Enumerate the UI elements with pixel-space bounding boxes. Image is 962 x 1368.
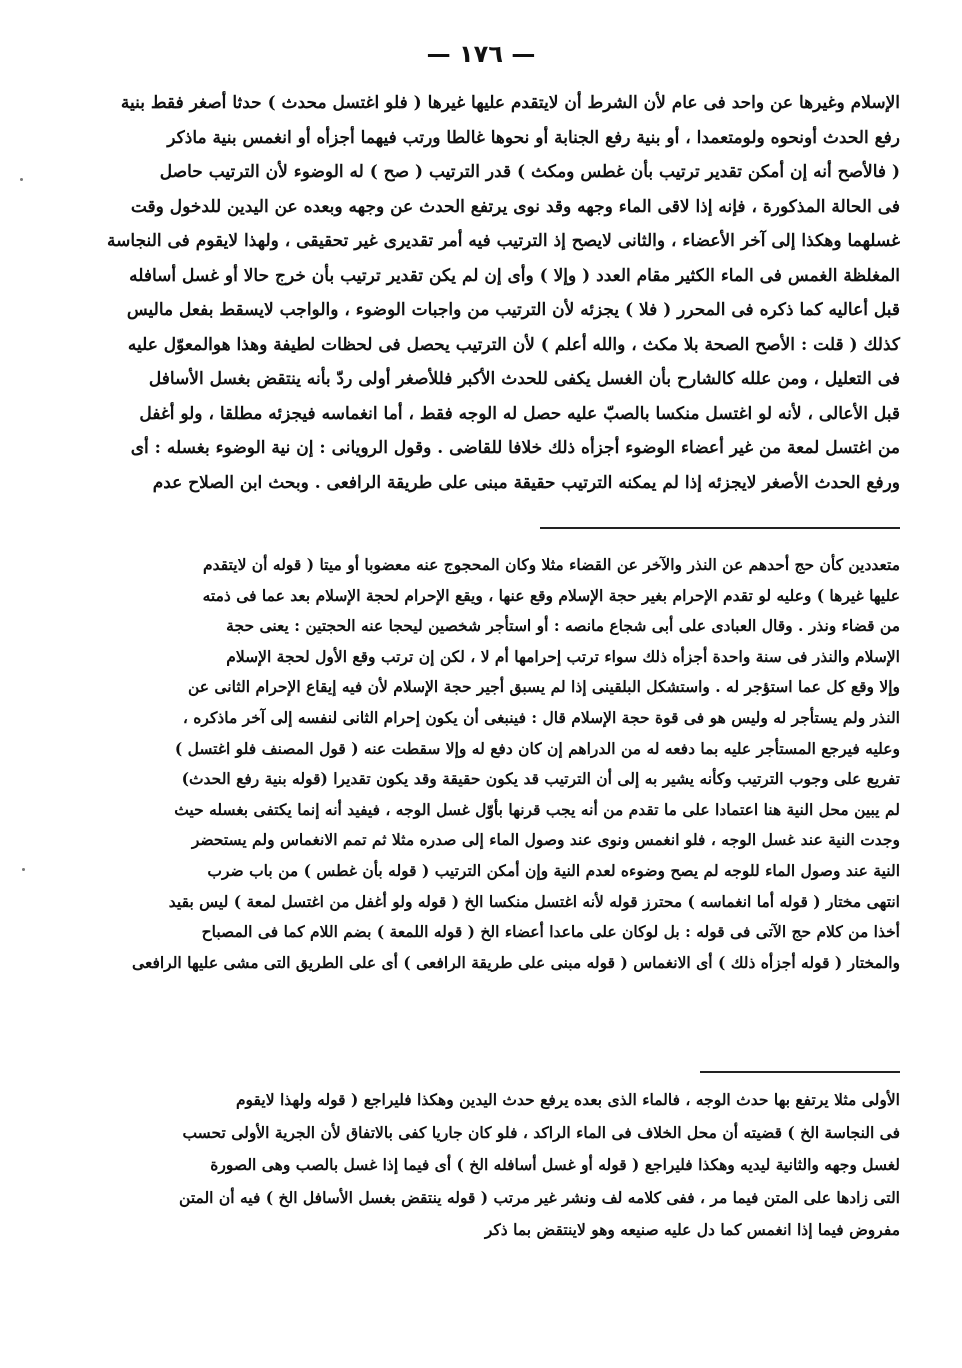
commentary-second [80, 1084, 900, 1247]
commentary-first [80, 550, 900, 978]
commentary-line: وعليه فيرجع المستأجر عليه بما دفعه له من الدراهم إن كان دفع له وإلا سقطت عنه ( قول المصنف فلو اغتسل ) [174, 738, 900, 758]
section-divider [540, 527, 900, 529]
commentary-line: تفريع على وجوب الترتيب وكأنه يشير به إلى أن الترتيب قد يكون حقيقة وقد يكون تقديرا (قوله بنية رفع الحدث) [181, 769, 900, 789]
commentary-line: الأولى مثلا يرتفع بها حدث الوجه ، فالماء الذى بعده يرفع حدث اليدين وهكذا فليراجع ( قوله ولهذا لايقوم [235, 1090, 900, 1109]
text-line: فى الحالة المذكورة ، فإنه إذا لاقى الماء وجهه وقد نوى يرتفع الحدث عن وجهه وبعده عن اليدين للدخول وقت [130, 196, 900, 217]
commentary-line: من قضاء ونذر . وقال العبادى على أبى شجاع مانصه : أو استأجر شخصين ليحجا عنه الحجتين : يعنى حجة [226, 616, 900, 636]
section-divider [700, 1071, 900, 1073]
commentary-line: النذر ولم يستأجر له وليس هو فى قوة حجة الإسلام قال : فينبغى أن يكون إحرام الثانى لنفسه إلى آخر ماذكره ، [182, 707, 900, 727]
commentary-line: متعددين كأن حج أحدهم عن النذر والآخر عن القضاء مثلا وكان المحجوج عنه معضوبا أو ميتا ( قوله أن لايتقدم [203, 555, 900, 574]
text-line: رفع الحدث أونحوه ولومتعمدا ، أو بنية رفع الجنابة أو نحوها غالطا ورتب فيهما أجزأه أو انغمس بنية ماذكر [167, 127, 900, 148]
text-line: الإسلام وغيرها عن واحد فى عام لأن الشرط أن لايتقدم عليها غيرها ( فلو اغتسل محدث ) حدثا أصغر فقط بنية [120, 93, 900, 113]
commentary-line: مفروض فيما إذا انغمس كما دل عليه صنيعه وهو لاينتقض بما ذكر [484, 1220, 900, 1239]
commentary-line: النية عند وصول الماء للوجه لم يصح وضوءه لعدم النية وإن أمكن الترتيب ( قوله بأن غطس ) من باب ضرب [207, 860, 900, 880]
commentary-line: والمختار ( قوله أجزأه ذلك ) أى الانغماس ( قوله مبنى على طريقة الرافعى ) أى على الطريق التى مشى عليها الرافعى [132, 952, 900, 972]
commentary-line: أخذا من كلام حج الآتى فى قوله : بل لوكان على ماعدا أعضاء الخ ( قوله اللمعة ) بضم اللام كما فى المصباح [201, 922, 900, 942]
commentary-line: التى زادها على المتن فيما مر ، ففى كلامه لف ونشر غير مرتب ( قوله ينتقض بغسل الأسافل الخ ) فيه أن المتن [179, 1187, 900, 1207]
commentary-line: انتهى مختار ( قوله أما انغماسه ) محترز قوله لأنه اغتسل منكسا الخ ( قوله ولو أغفل من اغتسل لمعة ) ليس بقيد [168, 891, 900, 911]
text-line: قبل الأعالى ، لأنه لو اغتسل منكسا بالصبّ عليه حصل له الوجه فقط ، أما انغماسه فيجزئه مطلقا ، ولو أغفل [139, 403, 900, 424]
commentary-line: لغسل وجهه والثانية ليديه وهكذا فليراجع ( قوله أو غسل أسافله الخ ) أى فيما إذا غسل بالصب وهى الصورة [210, 1155, 900, 1174]
text-line: من اغتسل لمعة من غير أعضاء الوضوء أجزأه ذلك خلافا للقاضى . وقول الرويانى : إن نية الوضوء بغسله : أى [130, 438, 900, 458]
text-line: قبل أعاليه كما ذكره فى المحرر ( فلا ) يجزئه لأن الترتيب من واجبات الوضوء ، والواجب لايسقط بفعل ماليس [126, 300, 900, 320]
text-line: كذلك ( قلت : الأصح الصحة بلا مكث ، والله أعلم ) لأن الترتيب يحصل فى لحظات لطيفة وهذا هوالمعوّل عليه [127, 334, 900, 355]
commentary-line: عليها غيرها ) وعليه لو تقدم الإحرام بغير حجة الإسلام وقع عنها ، ويقع الإحرام لحجة الإسلام بعد عما فى ذمته [202, 585, 900, 605]
commentary-line: وجدت النية عند غسل الوجه ، فلو انغمس ونوى عند وصول الماء إلى صدره مثلا ثم تمم الانغماس ولم يستحضر [191, 830, 900, 850]
scan-speck [20, 178, 23, 181]
page-number: — ١٧٦ — [426, 40, 536, 68]
scan-speck [22, 868, 25, 871]
text-line: ورفع الحدث الأصغر لايجزئه إذا لم يمكنه الترتيب حقيقة مبنى على طريقة الرافعى . وبحث ابن الصلاح عدم [152, 472, 900, 493]
commentary-line: وإلا وقع كل عما استؤجر له . واستشكل البلقينى إذا لم يسبق أجير حجة الإسلام لأن فيه إيقاع الإحرام الثانى عن [187, 677, 900, 697]
text-line: غسلهما وهكذا إلى آخر الأعضاء ، والثانى لايصح إذ الترتيب فيه أمر تقديرى غير تحقيقى ، ولهذا لايقوم فى النجاسة [107, 231, 900, 251]
commentary-line: فى النجاسة الخ ) قضيته أن محل الخلاف فى الماء الراكد ، فلو كان جاريا كفى بالاتفاق لأن الجرية الأولى تحسب [182, 1122, 900, 1142]
text-line: المغلظة الغمس فى الماء الكثير مقام العدد ( وإلا ) وأى إن لم يكن تقدير ترتيب بأن خرج حالا أو غسل أسافله [129, 265, 900, 286]
commentary-line: الإسلام والنذر فى سنة واحدة أجزأه ذلك سواء ترتب إحرامها أم لا ، لكن إن ترتب وقع الأول لحجة الإسلام [226, 646, 900, 666]
main-text [80, 86, 900, 500]
text-line: فى التعليل ، ومن علله كالشارح بأن الغسل يكفى للحدث الأكبر فللأصغر أولى ردّ بأنه ينتقض بغسل الأسافل [148, 369, 900, 389]
commentary-line: لم يبين محل النية هنا اعتمادا على ما تقدم من أنه يجب قرنها بأوّل غسل الوجه ، فيفيد أنه إنما يكتفى بغسله حيث [174, 799, 900, 819]
text-line: ( فالأصح أنه إن أمكن تقدير ترتيب بأن غطس ومكث ) قدر الترتيب ( صح ) له الوضوء لأن الترتيب حاصل [159, 162, 900, 182]
